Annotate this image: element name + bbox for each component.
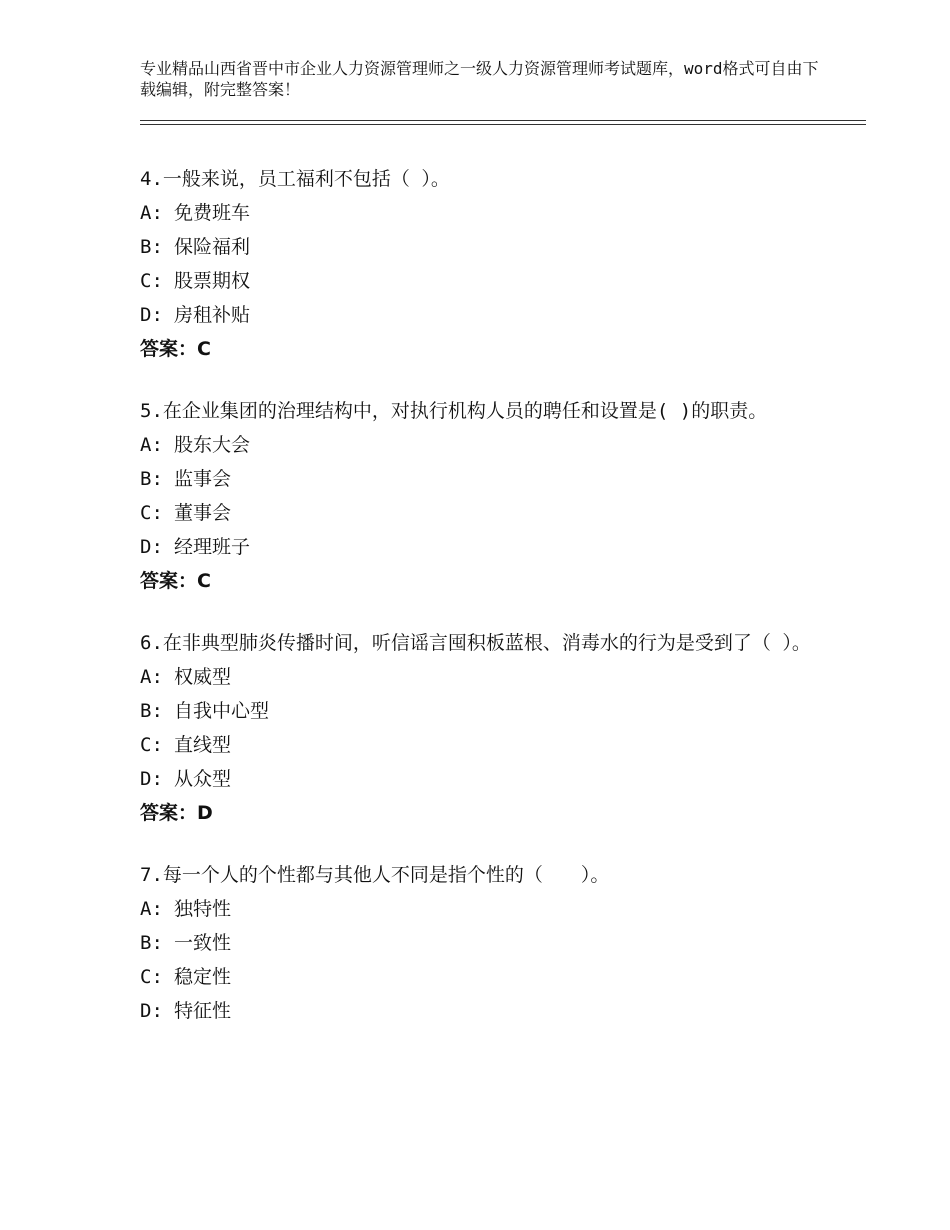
option-text: 稳定性 <box>174 966 232 988</box>
option-label: C: <box>140 502 163 524</box>
option-b <box>140 462 820 496</box>
option-text: 自我中心型 <box>174 700 270 722</box>
option-a <box>140 428 820 462</box>
option-text: 保险福利 <box>174 236 251 258</box>
option-a <box>140 892 820 926</box>
option-text: 股东大会 <box>174 434 251 456</box>
answer-text: 答案：C <box>140 338 211 360</box>
option-label: D: <box>140 768 163 790</box>
option-d <box>140 298 820 332</box>
option-c <box>140 960 820 994</box>
question-5 <box>140 394 820 598</box>
option-b <box>140 230 820 264</box>
answer-text: 答案：D <box>140 802 213 824</box>
option-d <box>140 762 820 796</box>
option-label: D: <box>140 536 163 558</box>
option-label: B: <box>140 236 163 258</box>
option-text: 监事会 <box>174 468 232 490</box>
option-a <box>140 660 820 694</box>
option-text: 一致性 <box>174 932 232 954</box>
option-label: D: <box>140 304 163 326</box>
option-d <box>140 530 820 564</box>
option-text: 从众型 <box>174 768 232 790</box>
option-label: C: <box>140 270 163 292</box>
option-label: B: <box>140 932 163 954</box>
option-label: B: <box>140 468 163 490</box>
option-text: 免费班车 <box>174 202 251 224</box>
option-text: 直线型 <box>174 734 232 756</box>
question-text: 4.一般来说，员工福利不包括（ ）。 <box>140 168 450 190</box>
answer-text: 答案：C <box>140 570 211 592</box>
option-text: 特征性 <box>174 1000 232 1022</box>
question-text: 5.在企业集团的治理结构中，对执行机构人员的聘任和设置是( )的职责。 <box>140 400 768 422</box>
option-a <box>140 196 820 230</box>
question-6 <box>140 626 820 830</box>
option-d <box>140 994 820 1028</box>
header-rule-top <box>140 120 866 121</box>
option-c <box>140 264 820 298</box>
question-text: 6.在非典型肺炎传播时间，听信谣言囤积板蓝根、消毒水的行为是受到了（ ）。 <box>140 632 811 654</box>
option-label: A: <box>140 434 163 456</box>
option-label: B: <box>140 700 163 722</box>
option-label: C: <box>140 734 163 756</box>
question-text: 7.每一个人的个性都与其他人不同是指个性的（ ）。 <box>140 864 610 886</box>
option-c <box>140 728 820 762</box>
option-text: 经理班子 <box>174 536 251 558</box>
option-text: 权威型 <box>174 666 232 688</box>
option-label: C: <box>140 966 163 988</box>
option-c <box>140 496 820 530</box>
question-7 <box>140 858 820 1028</box>
option-label: D: <box>140 1000 163 1022</box>
option-text: 独特性 <box>174 898 232 920</box>
question-4 <box>140 162 820 366</box>
option-b <box>140 926 820 960</box>
header-rule-bottom <box>140 124 866 125</box>
option-text: 董事会 <box>174 502 232 524</box>
option-b <box>140 694 820 728</box>
document-header: 专业精品山西省晋中市企业人力资源管理师之一级人力资源管理师考试题库，word格式可自由下载编辑，附完整答案！ <box>140 59 819 99</box>
option-text: 房租补贴 <box>174 304 251 326</box>
question-list <box>140 162 820 1056</box>
option-label: A: <box>140 202 163 224</box>
option-text: 股票期权 <box>174 270 251 292</box>
option-label: A: <box>140 666 163 688</box>
option-label: A: <box>140 898 163 920</box>
